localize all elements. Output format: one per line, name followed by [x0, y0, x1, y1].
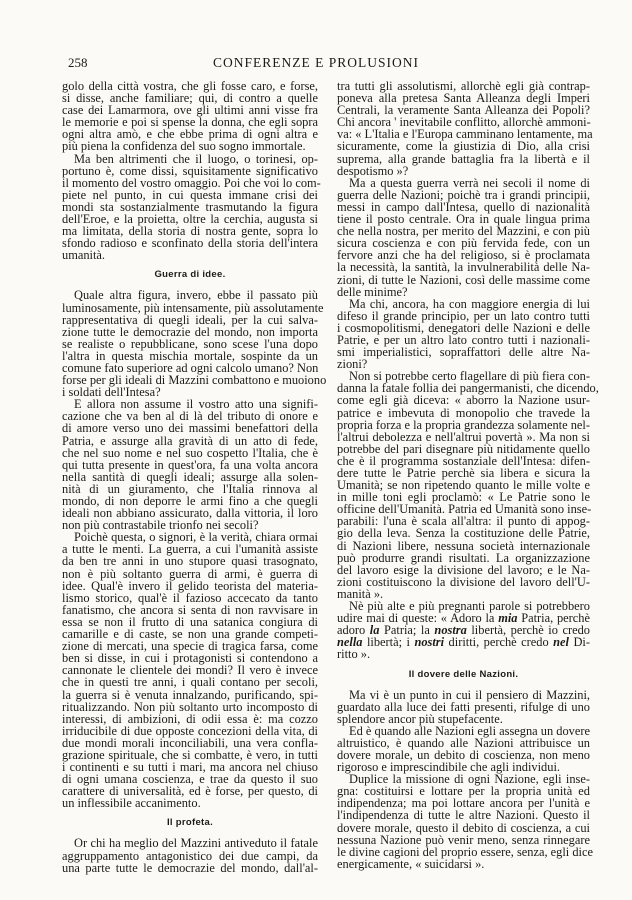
- section-heading: Il profeta.: [166, 817, 214, 829]
- text-line: [337, 636, 590, 648]
- text-line: può produrre grandi risultati. La organizzazione: [337, 550, 590, 565]
- text-segment: udire mai di queste: « Adoro la: [337, 611, 499, 626]
- text-line: due mondi morali inconciliabili, una vera confla-: [62, 735, 318, 750]
- text-line: propria forza e la propria grandezza solamente nel-: [337, 417, 590, 432]
- text-segment: Di-: [569, 635, 590, 650]
- text-line: qui tutta presente in quest'ora, fa una volta ancora: [62, 457, 318, 472]
- paragraph: [337, 298, 590, 371]
- text-line: splendore ancor più stupefacente.: [337, 711, 503, 726]
- text-line: ogni altra amò, e che ebbe prima di ogni altra e: [62, 127, 318, 142]
- text-line: Patrie, e per un altro lato contro tutti i nazionali-: [337, 332, 590, 347]
- text-line: del lavoro esige la divisione del lavoro; e le Na-: [337, 562, 590, 577]
- text-line: grazione spirituale, che si combatte, è vero, in tutti: [62, 747, 318, 762]
- text-column-right: [337, 79, 599, 871]
- text-line: altruistico, è quando alle Nazioni attribuisce un: [337, 735, 590, 750]
- text-line: la necessità, la santità, la invulnerabilità delle Na-: [337, 260, 590, 275]
- text-line: che nella nostra, per merito del Mazzini, e con più: [337, 224, 590, 239]
- text-line: comune fato superiore ad ogni calcolo umano? Non: [62, 360, 319, 375]
- text-line: Nè più alte e più pregnanti parole si potrebbero: [349, 599, 590, 614]
- text-line: rappresentativa di quegli ideali, per la cui salva-: [62, 312, 318, 327]
- text-line: i continenti e su tutti i mari, ma ancora nel chiuso: [62, 760, 318, 775]
- italic-word: nel: [553, 635, 569, 650]
- text-line: umanità.: [62, 248, 106, 263]
- text-line: indipendenza; ma poi lottare ancora per l'unità e: [337, 796, 590, 811]
- text-line: luminosamente, più intensamente, più assolutamente: [62, 300, 324, 315]
- text-line: la guerra si è venuta innalzando, purificando, spi-: [62, 687, 318, 702]
- italic-word: la: [369, 623, 380, 638]
- section-heading: Il dovere delle Nazioni.: [408, 668, 519, 680]
- text-line: di ogni umana coscienza, e trae da questo il suo: [62, 772, 318, 787]
- text-line: il momento del vostro omaggio. Poi che voi lo com-: [62, 175, 321, 190]
- text-line: energicamente, « suicidarsi ».: [337, 856, 485, 871]
- text-line: un inflessibile accanimento.: [62, 796, 201, 811]
- text-line: l'altra in questa mischia mortale, sospinte da un: [62, 348, 318, 363]
- text-line: Non si potrebbe certo flagellare di più fiera con-: [349, 369, 590, 384]
- text-line: tra tutti gli assolutismi, allorchè egli già contrap-: [337, 79, 590, 93]
- text-line: idee. Qual'è invero il gelido teorista del materia-: [62, 578, 318, 593]
- text-line: ben si disse, in cui i protagonisti si contendono a: [62, 651, 318, 666]
- text-line: Umanità; se non ripetendo quanto le mille volte e: [337, 478, 590, 493]
- text-line: gna: costituirsi e lottare per la propria unità ed: [337, 784, 590, 799]
- text-line: si disse, anche familiare; qui, di contro a quelle: [62, 91, 318, 106]
- paragraph: [62, 837, 318, 873]
- text-line: Ma vi è un punto in cui il pensiero di Mazzini,: [349, 687, 590, 702]
- text-line: manità ».: [337, 586, 384, 601]
- text-line: zione tutte le democrazie del mondo, non importa: [62, 324, 318, 339]
- text-line: zioni?: [337, 357, 368, 372]
- paragraph: [337, 772, 593, 871]
- text-line: ideali non abbiano assicurato, dalla vittoria, il loro: [62, 506, 318, 521]
- text-line: Chi ancora ' inevitabile conflitto, allorchè ammoni-: [337, 115, 591, 130]
- text-line: sicura coscienza e con più fervida fede, con un: [337, 236, 590, 251]
- text-line: case dei Lamarmora, ove gli ultimi anni visse fra: [62, 103, 318, 118]
- text-line: non più contrastabile trionfo nei secoli?: [62, 518, 259, 533]
- text-line: da ben tre anni in uno stupore quasi trasognato,: [62, 554, 318, 569]
- paragraph: [337, 689, 590, 725]
- paragraph: [337, 600, 590, 660]
- text-line: mondi sta sostanzialmente trasmutando la figura: [62, 199, 318, 214]
- text-line: come egli già diceva: « aborro la Nazione usur-: [337, 393, 590, 408]
- text-line: aggruppamento antagonistico dei due campi, da: [62, 848, 318, 863]
- text-line: despotismo »?: [337, 163, 409, 178]
- text-line: zioni, di tutte le Nazioni, così delle massime come: [337, 272, 590, 287]
- text-line: sfondo radioso e sconfinato della storia dell'intera: [62, 236, 318, 251]
- text-line: forse per gli ideali di Mazzini combattono e muoiono: [62, 373, 327, 388]
- text-line: nità di un giuramento, che l'Italia rinnova al: [62, 481, 318, 496]
- text-line: di Nazioni libere, nessuna società internazionale: [337, 538, 590, 553]
- text-line: lismo storico, qual'è il fazioso accecato da tanto: [62, 590, 318, 605]
- paragraph: [337, 79, 593, 178]
- paragraph: [62, 531, 318, 809]
- text-line: portuno è, come dissi, squisitamente significativo: [62, 163, 318, 178]
- text-line: Poichè questa, o signori, è la verità, chiara ormai: [74, 530, 318, 545]
- text-line: fanatismo, che ancora si senta di non ravvisare in: [62, 602, 318, 617]
- text-line: essa se non il frutto di una satanica congiura di: [62, 614, 318, 629]
- paragraph: [337, 725, 590, 773]
- text-line: dere tutte le Patrie perchè sia libera e sicura la: [337, 466, 590, 480]
- text-line: potrebbe del pari disegnare più nitidamente quello: [337, 441, 590, 456]
- text-segment: libertà; i: [362, 635, 415, 650]
- text-line: più piena la confidenza del suo sogno immortale.: [62, 139, 306, 154]
- running-title: CONFERENZE E PROLUSIONI: [212, 55, 419, 70]
- text-line: in mille toni egli proclamò: « Le Patrie sono le: [337, 490, 590, 505]
- text-line: interessi, di ambizioni, di odii essa è: ma cozzo: [62, 711, 318, 726]
- text-line: che è il programma sostanziale dell'Intesa: difen-: [337, 453, 590, 468]
- text-line: nella santità di quegli ideali; assurge alla solen-: [62, 469, 318, 484]
- italic-word: nostra: [434, 623, 467, 638]
- paragraph: [62, 151, 321, 263]
- text-line: guardato alla luce dei fatti presenti, rifulge di uno: [337, 699, 590, 714]
- text-line: irriducibile di due opposte concezioni della vita, di: [62, 723, 318, 738]
- text-line: rigoroso e imprescindibile che agli individui.: [337, 760, 560, 775]
- text-line: danna la fatale follia dei pangermanisti, che dicendo,: [337, 381, 599, 396]
- text-line: patrice e imbevuta di monopolio che travede la: [337, 405, 590, 420]
- text-line: E allora non assume il vostro atto una signifi-: [74, 397, 318, 412]
- text-line: l'altrui debolezza e nell'altrui povertà ». Ma non si: [337, 429, 590, 444]
- text-line: ritto ».: [337, 647, 371, 662]
- text-line: che in questi tre anni, i quali contano per secoli,: [62, 675, 318, 690]
- italic-word: mia: [498, 611, 518, 626]
- paragraph: [62, 288, 327, 400]
- text-line: Or chi ha meglio del Mazzini antiveduto il fatale: [74, 836, 318, 851]
- text-line: mondo, di non deporre le armi fino a che quegli: [62, 494, 318, 508]
- text-line: i soldati dell'Intesa?: [62, 385, 161, 400]
- text-line: cazione che va ben al di là del tributo di onore e: [62, 409, 318, 424]
- text-line: difeso il grande principio, per un lato contro tutti: [337, 308, 590, 323]
- text-line: sicuramente, come la giustizia di Dio, alla crisi: [337, 139, 590, 154]
- text-line: camarille e di caste, se non una grande competi-: [62, 627, 318, 642]
- text-line: Patria, e assurge alla gravità di un atto di fede,: [62, 433, 318, 448]
- text-line: una parte tutte le democrazie del mondo, dall'al-: [62, 860, 318, 875]
- paragraph: [337, 177, 590, 298]
- paragraph: [62, 398, 318, 531]
- text-line: ma limitata, della storia di nostra gente, sopra lo: [62, 224, 318, 239]
- italic-word: nostri: [414, 635, 445, 650]
- text-line: i cosmopolitismi, denegatori delle Nazioni e delle: [337, 320, 590, 335]
- text-line: dell'Eroe, e la proietta, oltre la cerchia, augusta si: [62, 212, 318, 227]
- text-line: ritualizzando. Non più soltanto urto incomposto di: [62, 699, 318, 714]
- page-number: 258: [68, 55, 88, 70]
- text-line: le memorie e poi si spense la donna, che egli sopra: [62, 115, 318, 130]
- text-line: parabili: l'una è scala all'altra: il punto di appog-: [337, 514, 590, 529]
- text-line: non è più soltanto guerra di armi, è guerra di: [62, 566, 318, 581]
- text-line: messi in campo dall'Intesa, quello di nazionalità: [337, 199, 590, 214]
- paragraph: [62, 80, 318, 153]
- text-line: l'indipendenza di tutte le altre Nazioni. Questo il: [337, 808, 590, 823]
- text-line: dovere morale, questo il debito di coscienza, a cui: [337, 820, 590, 835]
- text-segment: adoro: [337, 623, 370, 638]
- text-line: smi imperialistici, sopraffattori delle altre Na-: [337, 345, 590, 360]
- text-line: Ma a questa guerra verrà nei secoli il nome di: [349, 175, 590, 190]
- text-segment: Patria; la: [379, 623, 435, 638]
- text-segment: Patria, perchè: [517, 611, 590, 626]
- text-line: va: « L'Italia e l'Europa camminano lentamente, ma: [337, 127, 593, 142]
- text-line: gio della leva. Senza la costituzione delle Patrie,: [337, 526, 590, 541]
- text-line: officine dell'Umanità. Patria ed Umanità sono inse-: [337, 502, 592, 517]
- text-line: cannonate le clientele dei mondi? Il vero è invece: [62, 663, 318, 678]
- text-line: Ma chi, ancora, ha con maggiore energia di lui: [349, 296, 590, 311]
- text-line: golo della città vostra, che gli fosse caro, e forse,: [62, 79, 318, 93]
- text-line: Duplice la missione di ogni Nazione, egli inse-: [349, 772, 590, 787]
- text-line: a tutte le menti. La guerra, a cui l'umanità assiste: [62, 542, 318, 557]
- text-line: carattere di universalità, ed è forse, per questo, di: [62, 784, 318, 799]
- text-line: fervore anzi che ha del religioso, si è proclamata: [337, 248, 590, 263]
- text-line: le divine cagioni del proprio essere, senza, egli dice: [337, 844, 593, 859]
- text-line: Ma ben altrimenti che il luogo, o torinesi, op-: [74, 151, 318, 166]
- text-line: zione di mercati, una specie di tragica farsa, come: [62, 639, 318, 654]
- paragraph: [337, 369, 599, 601]
- text-line: tiene il posto centrale. Ora in quale lingua prima: [337, 212, 590, 227]
- section-heading: Guerra di idee.: [154, 269, 226, 281]
- text-line: piete nel punto, in cui questa immane crisi dei: [62, 187, 318, 202]
- text-line: dovere morale, un debito di coscienza, non meno: [337, 747, 590, 762]
- text-line: zioni costituiscono la divisione del lavoro dell'U-: [337, 574, 590, 589]
- text-line: delle minime?: [337, 284, 408, 299]
- text-line: Quale altra figura, invero, ebbe il passato più: [74, 288, 318, 303]
- text-line: di amore verso uno dei massimi benefattori della: [62, 421, 318, 436]
- italic-word: nella: [337, 635, 363, 650]
- text-segment: libertà, perchè io credo: [466, 623, 590, 638]
- text-column-left: [62, 79, 327, 875]
- text-line: se realiste o repubblicane, sono scese l'una dopo: [62, 336, 318, 351]
- text-line: guerra delle Nazioni; poichè tra i grandi principii,: [337, 187, 590, 202]
- text-line: che nel suo nome e nel suo cospetto l'Italia, che è: [62, 445, 318, 460]
- text-segment: diritti, perchè credo: [444, 635, 554, 650]
- text-line: Ed è quando alle Nazioni egli assegna un dovere: [349, 723, 590, 738]
- text-line: Centrali, la veramente Santa Alleanza dei Popoli?: [337, 103, 590, 118]
- text-line: suprema, alla grande battaglia fra la libertà e il: [337, 151, 590, 166]
- text-line: nessuna Nazione può venir meno, senza rinnegare: [337, 832, 590, 847]
- text-line: poneva alla pretesa Santa Alleanza degli Imperi: [337, 91, 590, 106]
